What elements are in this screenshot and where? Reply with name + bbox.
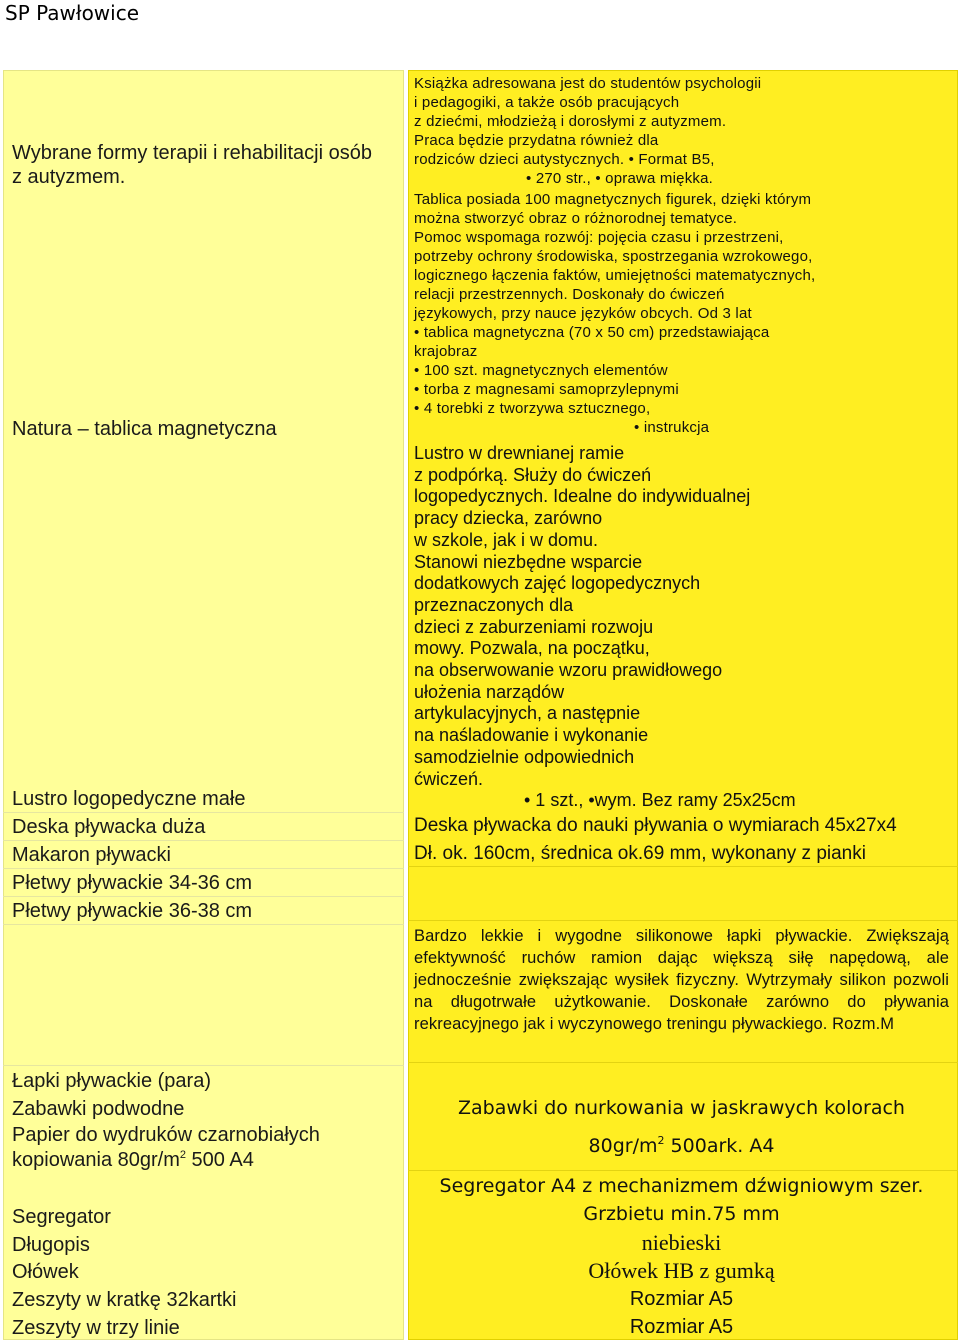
desc-ksiazka: Książka adresowana jest do studentów psychologii i pedagogiki, a także osób pracujących z dziećmi, młodzieżą i dorosłymi z autyzmem. Praca będzie przydatna również dla rodziców dzieci autystycznych. • Format B5, • 270 str., • oprawa miękka. <box>414 75 762 187</box>
item-natura: Natura – tablica magnetyczna <box>12 418 277 440</box>
desc-segregator-line1: Segregator A4 z mechanizmem dźwigniowym szer. <box>439 1175 924 1197</box>
row-divider <box>408 920 958 921</box>
item-makaron: Makaron pływacki <box>12 844 171 866</box>
desc-segregator-line2: Grzbietu min.75 mm <box>583 1203 780 1225</box>
desc-olowek: Ołówek HB z gumką <box>588 1258 775 1283</box>
item-papier-line1: Papier do wydruków czarnobiałych <box>12 1124 320 1146</box>
item-pletwy-36-38: Płetwy pływackie 36-38 cm <box>12 900 253 922</box>
page-header: SP Pawłowice <box>5 1 140 25</box>
desc-lustro: Lustro w drewnianej ramie z podpórką. Służy do ćwiczeń logopedycznych. Idealne do indywidualnej pracy dziecka, zarówno w szkole, jak i w domu. Stanowi niezbędne wsparcie dodatkowych zajęć logopedycznych przeznaczonych dla dzieci z zaburzeniami rozwoju mowy. Pozwala, na początku, na obserwowanie wzoru prawidłowego ułożenia narządów artykulacyjnych, a następnie na naśladowanie i wykonanie samodzielnie odpowiednich ćwiczeń. • 1 szt., •wym. Bez ramy 25x25cm <box>414 443 796 811</box>
item-terapie-line2: z autyzmem. <box>12 166 126 188</box>
desc-deska: Deska pływacka do nauki pływania o wymiarach 45x27x4 <box>414 815 897 836</box>
item-zeszyty-kratka: Zeszyty w kratkę 32kartki <box>12 1289 237 1311</box>
item-deska: Deska pływacka duża <box>12 816 206 838</box>
item-lapki: Łapki pływackie (para) <box>12 1070 211 1092</box>
row-divider <box>408 866 958 867</box>
desc-papier: $80gr/m^2$ 500ark. A4 <box>588 1134 775 1157</box>
desc-zeszyty-kratka: Rozmiar A5 <box>629 1288 734 1310</box>
row-divider <box>3 924 404 925</box>
item-segregator: Segregator <box>12 1206 111 1228</box>
item-dlugopis: Długopis <box>12 1234 90 1256</box>
row-divider <box>3 1065 404 1066</box>
desc-lapki: Bardzo lekkie i wygodne silikonowe łapki pływackie. Zwiększają efektywność ruchów ramion dając większą siłę napędową, ale jednocześnie zwiększając wysiłek fizyczny. Wytrzymały silikon pozwoli na długotrwałe użytkowanie. Doskonałe zarówno do pływania rekreacyjnego jak i wyczynowego treningu pływackiego. Rozm.M <box>414 927 949 1033</box>
item-lustro: Lustro logopedyczne małe <box>12 788 246 810</box>
desc-zabawki: Zabawki do nurkowania w jaskrawych kolorach <box>458 1097 905 1119</box>
row-divider <box>408 1170 958 1171</box>
item-papier-line2: kopiowania $80gr/m^2$ 500 A4 <box>12 1149 254 1171</box>
row-divider <box>3 896 404 897</box>
row-divider <box>3 840 404 841</box>
desc-zeszyty-linie: Rozmiar A5 <box>629 1316 734 1338</box>
item-zabawki: Zabawki podwodne <box>12 1098 185 1120</box>
row-divider <box>408 1062 958 1063</box>
desc-dlugopis: niebieski <box>641 1230 722 1255</box>
item-terapie-line1: Wybrane formy terapii i rehabilitacji osób <box>12 142 372 164</box>
item-pletwy-34-36: Płetwy pływackie 34-36 cm <box>12 872 253 894</box>
item-olowek: Ołówek <box>12 1261 79 1283</box>
desc-makaron: Dł. ok. 160cm, średnica ok.69 mm, wykonany z pianki <box>414 843 866 864</box>
item-zeszyty-linie: Zeszyty w trzy linie <box>12 1317 180 1339</box>
row-divider <box>3 868 404 869</box>
row-divider <box>3 812 404 813</box>
desc-tablica: Tablica posiada 100 magnetycznych figurek, dzięki którym można stworzyć obraz o różnorodnej tematyce. Pomoc wspomaga rozwój: pojęcia czasu i przestrzeni, potrzeby ochrony środowiska, spostrzegania wzrokowego, logicznego łączenia faktów, umiejętności matematycznych, relacji przestrzennych. Doskonały do ćwiczeń językowych, przy nauce języków obcych. Od 3 lat • tablica magnetyczna (70 x 50 cm) przedstawiająca krajobraz • 100 szt. magnetycznych elementów • torba z magnesami samoprzylepnymi • 4 torebki z tworzywa sztucznego, • instrukcja <box>414 191 816 436</box>
